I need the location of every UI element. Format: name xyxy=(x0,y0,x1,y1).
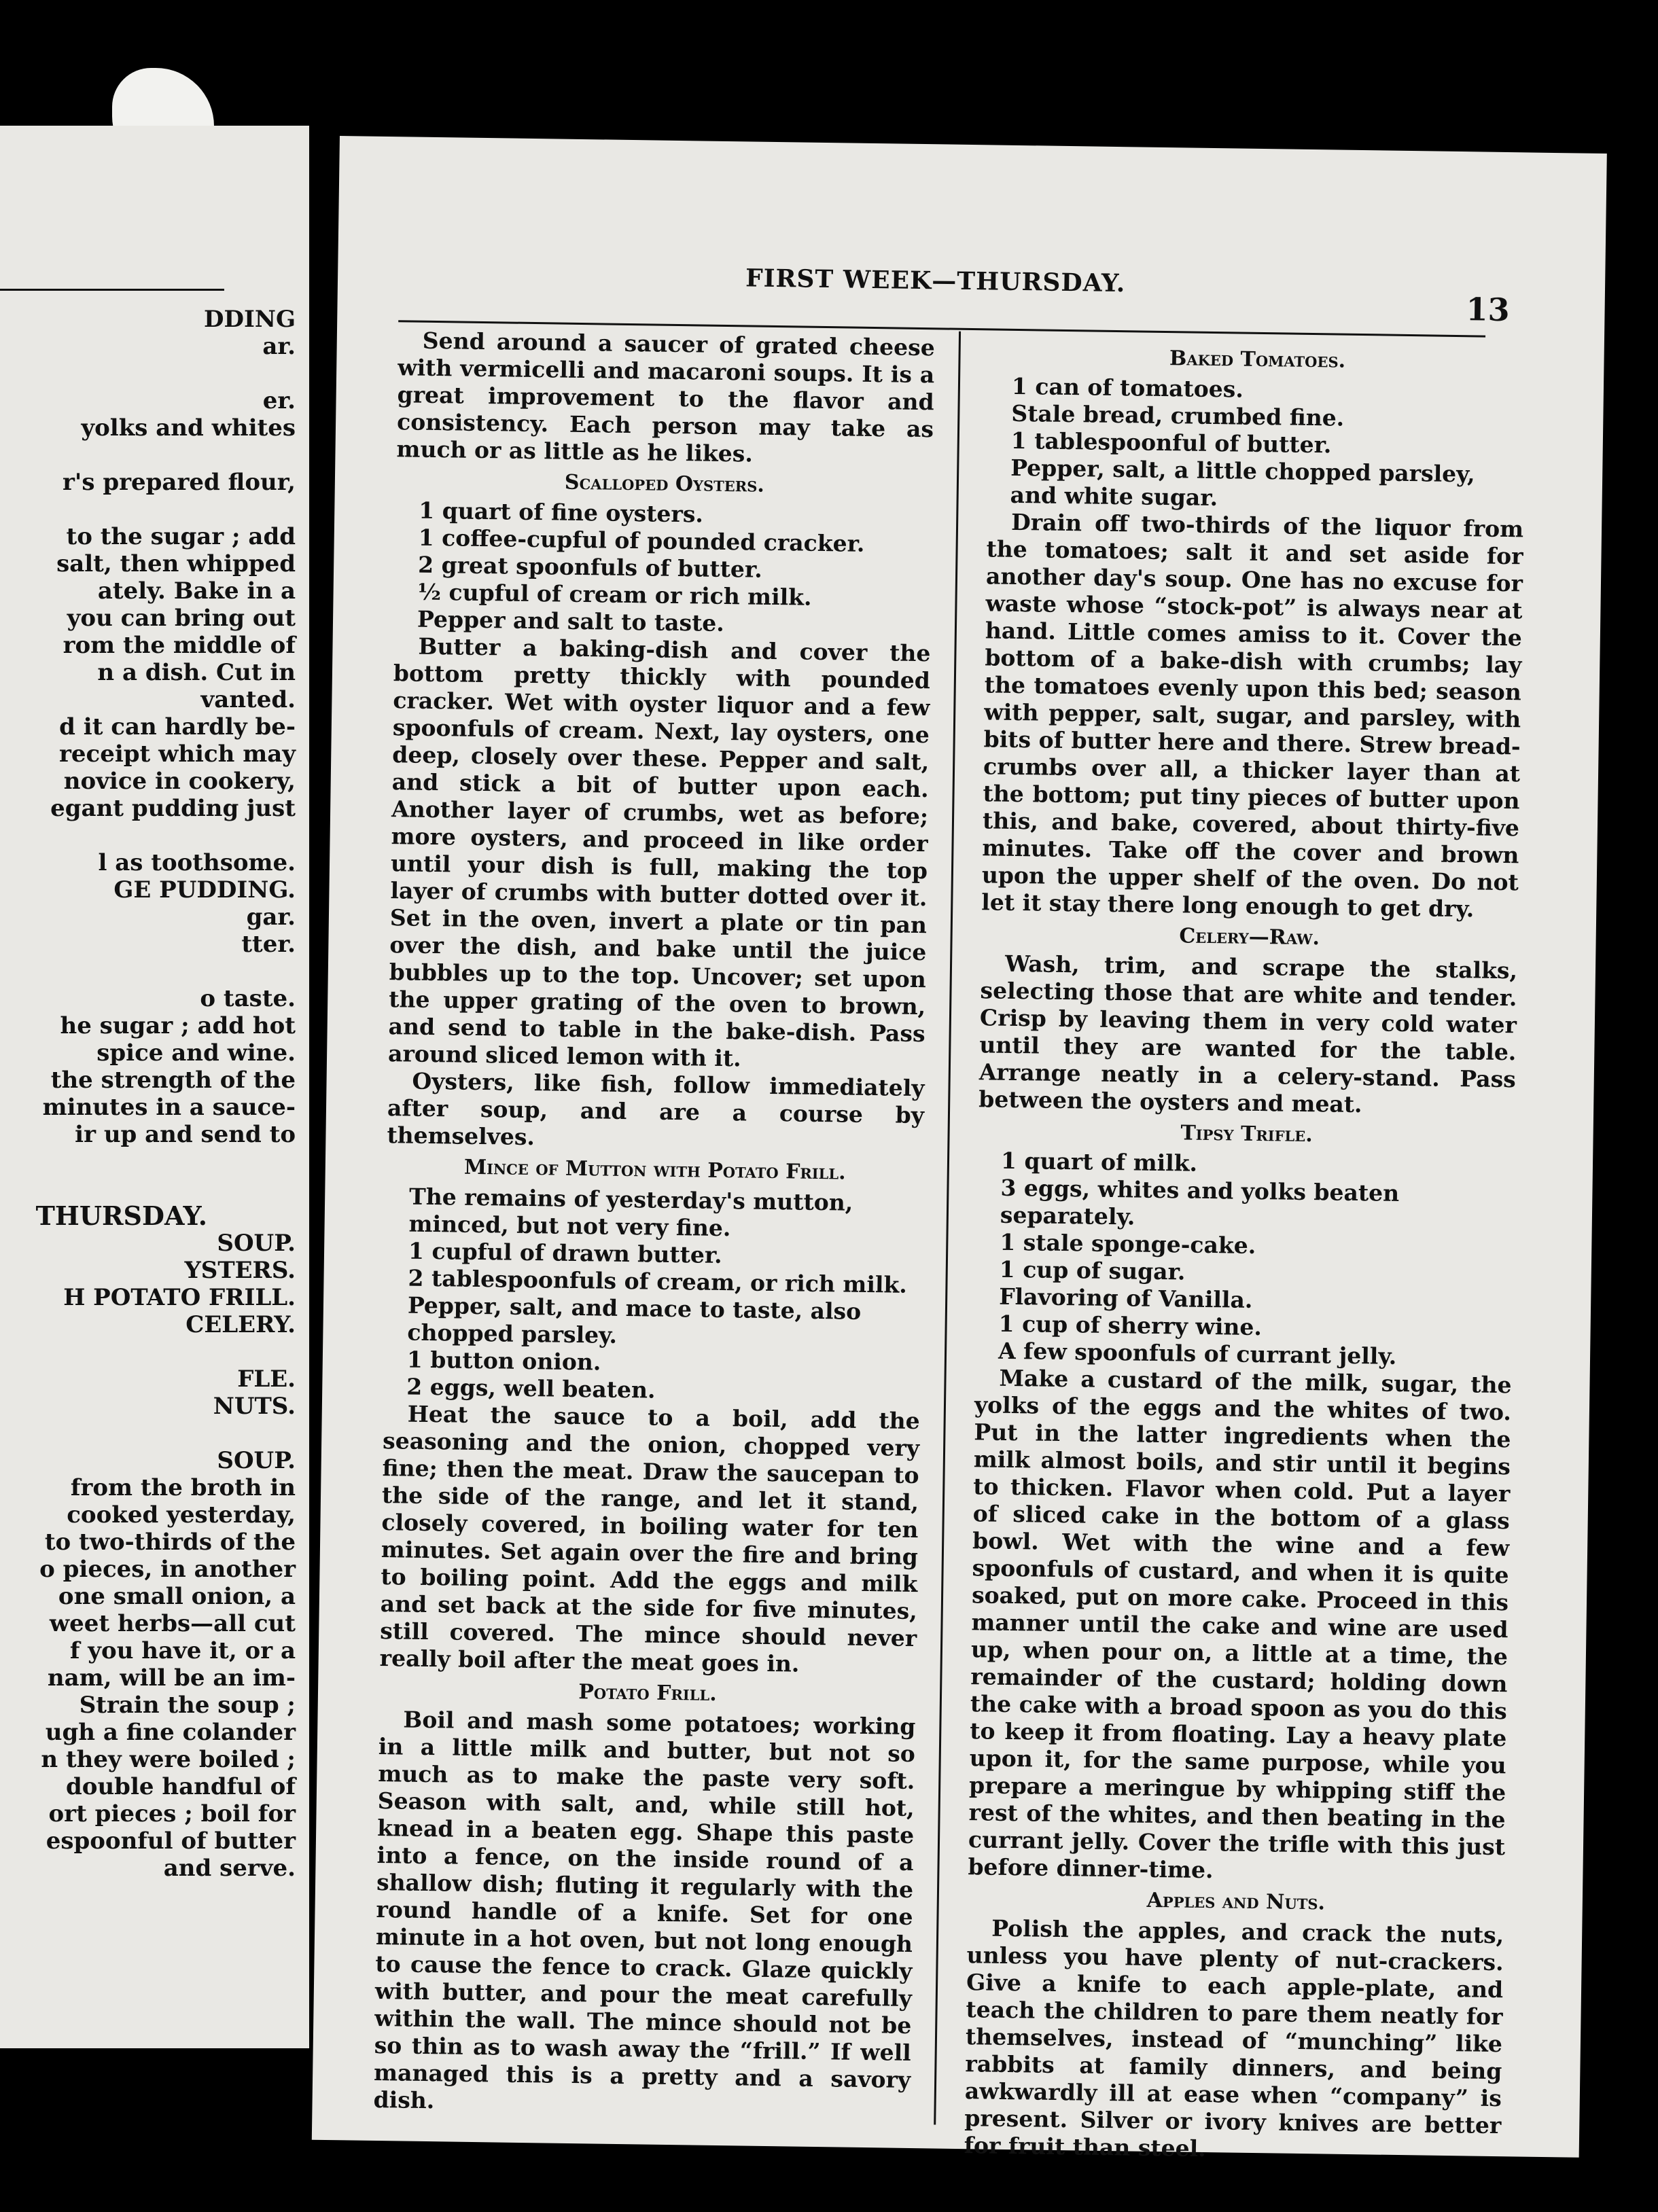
ingredient: 1 button onion. xyxy=(406,1346,601,1376)
left-page-line: to two-thirds of the xyxy=(44,1529,296,1556)
left-page-line: tter. xyxy=(241,931,296,958)
left-page-line: nam, will be an im- xyxy=(47,1664,296,1692)
left-page-line: one small onion, a xyxy=(58,1583,296,1610)
left-page-line: ir up and send to xyxy=(75,1121,296,1148)
left-page-line: CELERY. xyxy=(186,1311,296,1338)
left-page-line: to the sugar ; add xyxy=(66,523,296,550)
ingredient: Stale bread, crumbed fine. xyxy=(1011,399,1345,431)
ingredient: ½ cupful of cream or rich milk. xyxy=(417,578,812,611)
ingredient: Flavoring of Vanilla. xyxy=(998,1283,1253,1313)
left-page-line: novice in cookery, xyxy=(63,768,296,795)
left-page-line: l as toothsome. xyxy=(98,849,296,876)
left-page-line: r's prepared flour, xyxy=(63,469,296,496)
recipe-method: Butter a baking-dish and cover the bottom pretty thickly with pounded cracker. Wet with oyster liquor and a few spoonfuls of cream. Next, lay oysters, one deep, closely over these. Pepper and salt, and stick a bit of butter upon each. Another layer of crumbs, wet as before; more oysters, and proceed in like order until your dish is full, making the top layer of crumbs with butter dotted over it. Set in the oven, invert a plate or tin pan over the dish, and bake until the juice bubbles up to the top. Uncover; set upon the upper grating of the oven to brown, and send to table in the bake-dish. Pass around sliced lemon with it. xyxy=(387,632,931,1072)
left-page-line: d it can hardly be- xyxy=(59,713,296,741)
recipe-method: Boil and mash some potatoes; working in a little milk and butter, but not so much as to make the paste very soft. Season with salt, and, while still hot, knead in a beaten egg. Shape this paste into a fence, on the inside round of a shallow dish; fluting it regularly with the round handle of a knife. Set for one minute in a hot oven, but not long enough to cause the fence to crack. Glaze quickly with butter, and pour the meat carefully within the wall. The mince should not be so thin as to wash away the “frill.” If well managed this is a pretty and a savory dish. xyxy=(373,1706,916,2114)
ingredient: A few spoonfuls of currant jelly. xyxy=(998,1337,1397,1370)
left-page-line: ort pieces ; boil for xyxy=(48,1800,296,1827)
ingredient: Pepper and salt to taste. xyxy=(417,605,725,637)
left-page-line: salt, then whipped xyxy=(56,550,296,577)
left-page-line: the strength of the xyxy=(50,1067,296,1094)
left-page-line: Strain the soup ; xyxy=(79,1692,296,1719)
ingredient: 1 quart of milk. xyxy=(1000,1147,1198,1177)
recipe-title: Scalloped Oysters. xyxy=(564,470,765,497)
ingredient: 1 coffee-cupful of pounded cracker. xyxy=(418,524,865,557)
left-page-line: yolks and whites xyxy=(81,414,296,442)
left-page-line: cooked yesterday, xyxy=(67,1501,296,1529)
recipe-method: Drain off two-thirds of the liquor from the tomatoes; salt it and set aside for another day's soup. One has no excuse for waste whose “stock-pot” is always near at hand. Little comes amiss to it. Cover the bottom of a bake-dish with crumbs; lay the tomatoes evenly upon this bed; season with pepper, salt, sugar, and parsley, with bits of butter here and there. Strew bread-crumbs over all, a thicker layer than at the bottom; put tiny pieces of butter upon this, and bake, covered, about thirty-five minutes. Take off the cover and brown upon the upper shelf of the oven. Do not let it stay there long enough to get dry. xyxy=(981,508,1524,923)
ingredient: 2 tablespoonfuls of cream, or rich milk. xyxy=(408,1264,908,1298)
left-page-line: receipt which may xyxy=(58,741,296,768)
left-page-line: SOUP. xyxy=(217,1447,296,1474)
left-page-line: he sugar ; add hot xyxy=(60,1012,296,1039)
ingredient: The remains of yesterday's mutton, minced, but not very fine. xyxy=(408,1183,853,1242)
left-page-line: er. xyxy=(262,387,296,414)
recipe-method: Heat the sauce to a boil, add the seasoning and the onion, chopped very fine; then the meat. Draw the saucepan to the side of the range, and let it stand, closely covered, in boiling water for ten minutes. Set again over the fire and bring to boiling point. Add the eggs and milk and set back at the side for five minutes, still covered. The mince should never really boil after the meat goes in. xyxy=(379,1400,920,1677)
recipe-method: Polish the apples, and crack the nuts, unless you have plenty of nut-crackers. Give a knife to each apple-plate, and teach the children to pare them neatly for themselves, instead of “munching” like rabbits at family dinners, and being awkwardly ill at ease when “company” is present. Silver or ivory knives are better for fruit than steel. xyxy=(964,1914,1504,2162)
recipe-title: Apples and Nuts. xyxy=(1146,1888,1326,1915)
left-page-line: weet herbs—all cut xyxy=(49,1610,296,1637)
ingredient: 1 stale sponge-cake. xyxy=(1000,1228,1256,1259)
column-rule xyxy=(934,332,961,2125)
left-page-line: double handful of xyxy=(66,1773,296,1800)
recipe-title: Celery—Raw. xyxy=(1179,924,1320,950)
left-page-line: o taste. xyxy=(200,985,296,1012)
left-page-line: GE PUDDING. xyxy=(113,876,296,904)
left-page-line: gar. xyxy=(246,904,296,931)
recipe-method: Make a custard of the milk, sugar, the yolks of the eggs and the whites of two. Put in the latter ingredients when the milk almost boils, and stir until it begins to thicken. Flavor when cold. Put a layer of sliced cake in the bottom of a glass bowl. Wet with the wine and a few spoonfuls of custard, and when it is quite soaked, put on more cake. Proceed in this manner until the cake and wine are used up, when pour on, a little at a time, the remainder of the custard; holding down the cake with a broad spoon as you do this to keep it from floating. Lay a heavy plate upon it, for the same purpose, while you prepare a meringue by whipping stiff the rest of the whites, and then beating in the currant jelly. Cover the trifle with this just before dinner-time. xyxy=(968,1364,1512,1884)
ingredient: 1 cupful of drawn butter. xyxy=(408,1237,722,1269)
left-page-line: n they were boiled ; xyxy=(41,1746,296,1773)
column-right xyxy=(964,338,1526,2166)
ingredient-list xyxy=(383,1183,923,1408)
left-page-line: FLE. xyxy=(237,1366,296,1393)
left-page-line: minutes in a sauce- xyxy=(42,1094,296,1121)
recipe-title: Potato Frill. xyxy=(578,1680,717,1706)
left-page-rule xyxy=(0,289,224,291)
left-page-line: YSTERS. xyxy=(184,1257,296,1284)
left-page-line: o pieces, in another xyxy=(39,1556,296,1583)
left-page-line: ugh a fine colander xyxy=(45,1719,296,1746)
left-page-line: H POTATO FRILL. xyxy=(63,1284,296,1311)
left-page-line: ately. Bake in a xyxy=(97,577,296,605)
left-page-line: egant pudding just xyxy=(50,795,296,822)
ingredient: 2 great spoonfuls of butter. xyxy=(417,551,762,583)
ingredient: Pepper, salt, a little chopped parsley, and white sugar. xyxy=(1010,454,1475,512)
ingredient-list xyxy=(987,372,1525,516)
left-page-line: vanted. xyxy=(200,686,296,713)
left-page xyxy=(0,126,309,2048)
page-number: 13 xyxy=(1466,291,1510,329)
left-page-line: spice and wine. xyxy=(96,1039,296,1067)
recipe-title: Mince of Mutton with Potato Frill. xyxy=(463,1155,846,1185)
left-page-line: from the broth in xyxy=(70,1474,296,1501)
recipe-title: Tipsy Trifle. xyxy=(1180,1121,1313,1147)
ingredient: Pepper, salt, and mace to taste, also chopped parsley. xyxy=(407,1291,862,1349)
recipe-note: Oysters, like fish, follow immediately after soup, and are a course by themselves. xyxy=(387,1067,925,1151)
running-head: FIRST WEEK—THURSDAY. xyxy=(745,264,1126,298)
ingredient: 2 eggs, well beaten. xyxy=(406,1373,656,1404)
left-page-line: f you have it, or a xyxy=(69,1637,296,1664)
ingredient: 1 cup of sugar. xyxy=(999,1255,1186,1285)
ingredient: 1 cup of sherry wine. xyxy=(998,1310,1263,1341)
ingredient: 1 tablespoonful of butter. xyxy=(1010,427,1332,459)
ingredient: 1 quart of fine oysters. xyxy=(419,497,704,528)
left-page-line: n a dish. Cut in xyxy=(97,659,296,686)
left-page-line: NUTS. xyxy=(213,1393,296,1420)
left-page-line: and serve. xyxy=(163,1855,296,1882)
recipe-method: Wash, trim, and scrape the stalks, selecting those that are white and tender. Crisp by leaving them in very cold water until they are wanted for the table. Arrange neatly in a celery-stand. Pass between the oysters and meat. xyxy=(978,950,1518,1118)
left-page-line: DDING xyxy=(204,306,296,333)
left-page-line: espoonful of butter xyxy=(46,1827,296,1855)
recipe-title: Baked Tomatoes. xyxy=(1169,346,1346,373)
left-page-line: you can bring out xyxy=(67,605,296,632)
ingredient-list xyxy=(975,1147,1515,1372)
ingredient: 1 can of tomatoes. xyxy=(1011,372,1244,403)
left-page-line: rom the middle of xyxy=(63,632,296,659)
ingredient: 3 eggs, whites and yolks beaten separately. xyxy=(1000,1174,1400,1230)
column-left xyxy=(373,327,935,2121)
left-page-line: ar. xyxy=(262,333,296,360)
ingredient-list xyxy=(394,497,933,640)
left-page-line: THURSDAY. xyxy=(35,1200,207,1231)
left-page-line: SOUP. xyxy=(217,1230,296,1257)
right-page xyxy=(312,136,1607,2162)
cheese-note: Send around a saucer of grated cheese with vermicelli and macaroni soups. It is a great improvement to the flavor and consistency. Each person may take as much or as little as he likes. xyxy=(396,327,936,467)
